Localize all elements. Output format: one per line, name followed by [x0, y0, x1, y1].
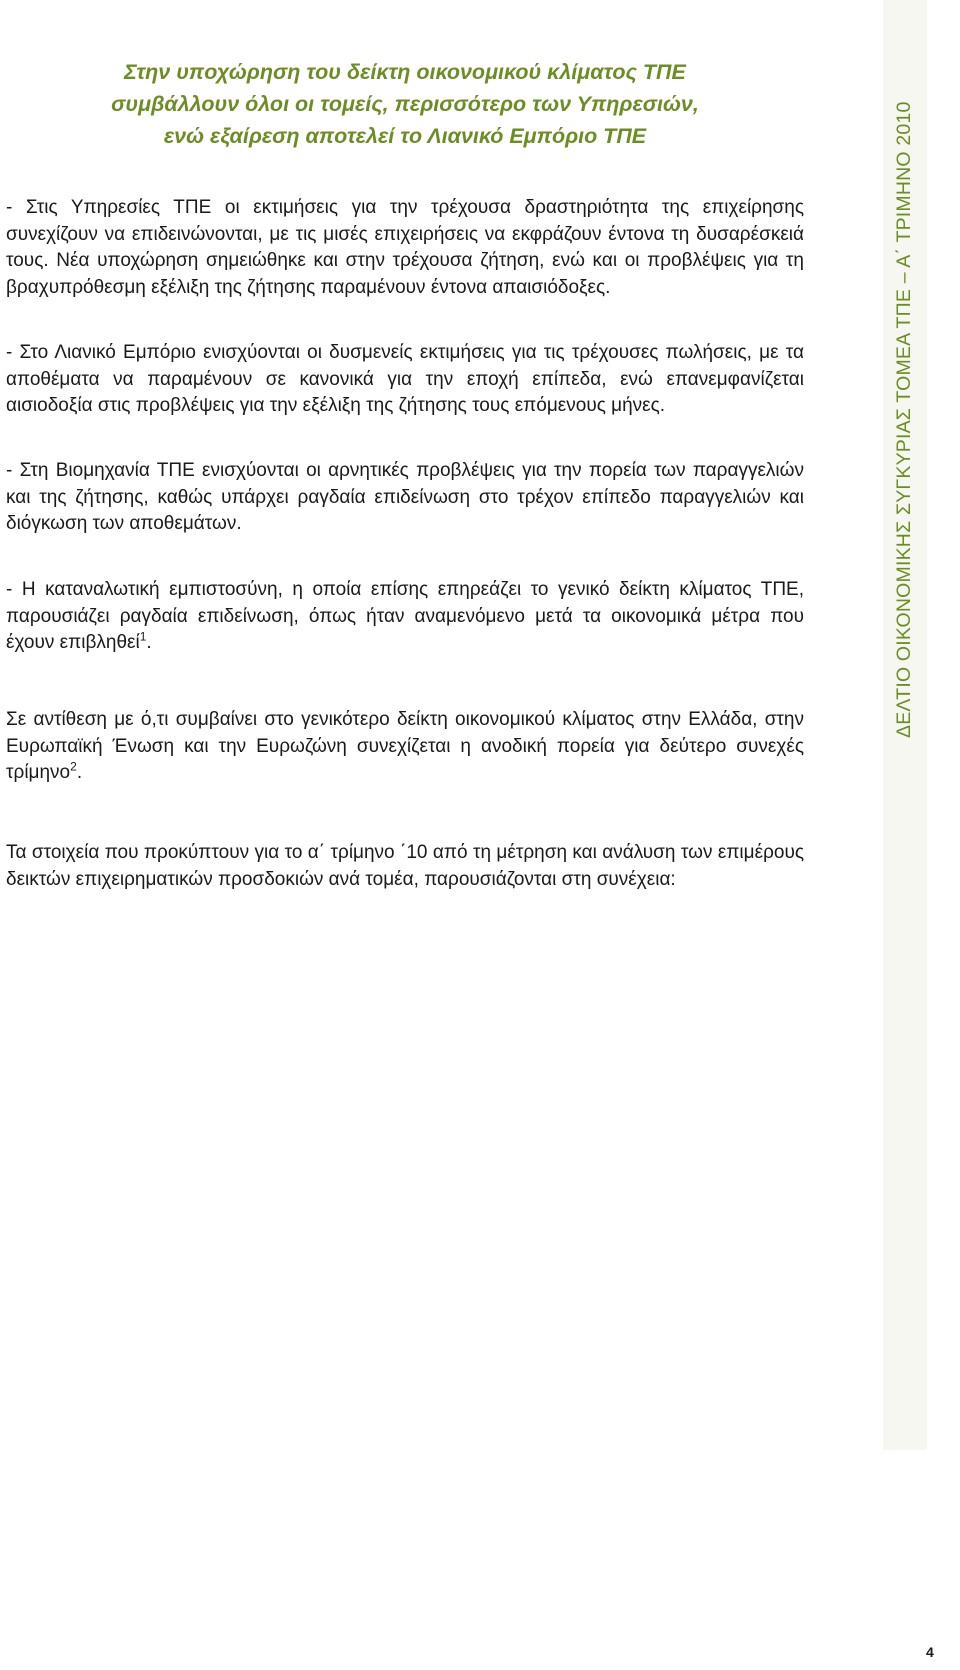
page-number: 4 — [926, 1644, 934, 1660]
paragraph-consumer-text: - Η καταναλωτική εμπιστοσύνη, η οποία επίσης επηρεάζει το γενικό δείκτη κλίματος ΤΠΕ, παρουσιάζει ραγδαία επιδείνωση, όπως ήταν αναμενόμενο μετά τα οικονομικά μέτρα που έχουν επιβληθεί — [6, 579, 804, 653]
paragraph-services: - Στις Υπηρεσίες ΤΠΕ οι εκτιμήσεις για την τρέχουσα δραστηριότητα της επιχείρησης συνεχίζουν να επιδεινώνονται, με τις μισές επιχειρήσεις να εκφράζουν έντονα τη δυσαρέσκειά τους. Νέα υποχώρηση σημειώθηκε και στην τρέχουσα ζήτηση, ενώ και οι προβλέψεις για τη βραχυπρόθεσμη εξέλιξη της ζήτησης παραμένουν έντονα απαισιόδοξες. — [6, 197, 804, 298]
page-title — [6, 56, 804, 152]
paragraph-consumer — [6, 577, 804, 657]
paragraph-consumer-end: . — [146, 632, 152, 653]
title-line-2: συμβάλλουν όλοι οι τομείς, περισσότερο των Υπηρεσιών, — [111, 92, 699, 116]
paragraph-industry: - Στη Βιομηχανία ΤΠΕ ενισχύονται οι αρνητικές προβλέψεις για την πορεία των παραγγελιών και της ζήτησης, καθώς υπάρχει ραγδαία επιδείνωση στο τρέχον επίπεδο παραγγελιών και διόγκωση των αποθεμάτων. — [6, 460, 804, 534]
paragraph-contrast-end: . — [76, 762, 83, 783]
paragraph-retail: - Στο Λιανικό Εμπόριο ενισχύονται οι δυσμενείς εκτιμήσεις για τις τρέχουσες πωλήσεις, με τα αποθέματα να παραμένουν σε κανονικά για την εποχή επίπεδα, ενώ επανεμφανίζεται αισιοδοξία στις προβλέψεις για την εξέλιξη της ζήτησης τους επόμενους μήνες. — [6, 342, 804, 416]
sidebar-header-text: ΔΕΛΤΙΟ ΟΙΚΟΝΟΜΙΚΗΣ ΣΥΓΚΥΡΙΑΣ ΤΟΜΕΑ ΤΠΕ – Α΄ ΤΡΙΜΗΝΟ 2010 — [893, 101, 915, 738]
paragraph-contrast — [6, 707, 804, 787]
footnote-ref-1[interactable]: 1 — [139, 629, 147, 644]
paragraph-closing: Τα στοιχεία που προκύπτουν για το α΄ τρίμηνο ΄10 από τη μέτρηση και ανάλυση των επιμέρους δεικτών επιχειρηματικών προσδοκιών ανά τομέα, παρουσιάζονται στη συνέχεια: — [6, 842, 804, 890]
footnote-ref-2[interactable]: 2 — [70, 759, 77, 774]
title-line-1: Στην υποχώρηση του δείκτη οικονομικού κλίματος ΤΠΕ — [124, 60, 686, 84]
title-line-3: ενώ εξαίρεση αποτελεί το Λιανικό Εμπόριο ΤΠΕ — [163, 124, 647, 148]
paragraph-contrast-text: Σε αντίθεση με ό,τι συμβαίνει στο γενικότερο δείκτη οικονομικού κλίματος στην Ελλάδα, στην Ευρωπαϊκή Ένωση και την Ευρωζώνη συνεχίζεται η ανοδική πορεία για δεύτερο συνεχές τρίμηνο — [6, 709, 804, 783]
